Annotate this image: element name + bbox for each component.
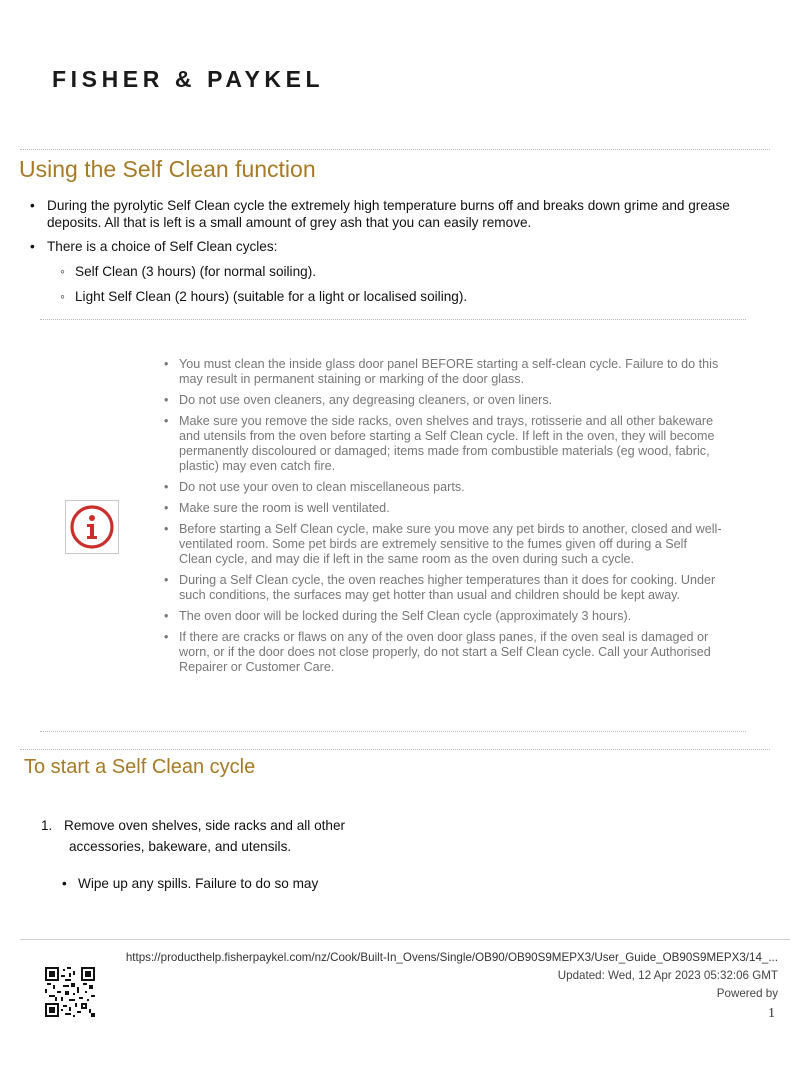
divider-notice-top xyxy=(40,319,746,320)
list-item: ◦ Light Self Clean (2 hours) (suitable for a light or localised soiling). xyxy=(47,288,760,305)
list-item: • Do not use oven cleaners, any degreasing cleaners, or oven liners. xyxy=(163,393,723,408)
step-number: 1. xyxy=(41,818,53,833)
footer-powered-by: Powered by xyxy=(716,987,778,1000)
info-icon xyxy=(66,501,118,553)
self-clean-bullet-list xyxy=(20,197,760,313)
step-text-line1: Remove oven shelves, side racks and all other xyxy=(64,818,346,833)
safety-notes-list xyxy=(163,357,723,681)
divider-top xyxy=(20,149,770,150)
list-item: • If there are cracks or flaws on any of the oven door glass panes, if the oven seal is damaged or worn, or if the door does not close properly, do not start a Self Clean cycle. Call your Authorised Repairer or Customer Care. xyxy=(163,630,723,675)
list-item: • The oven door will be locked during the Self Clean cycle (approximately 3 hours). xyxy=(163,609,723,624)
step-text-line2: accessories, bakeware, and utensils. xyxy=(69,839,292,854)
info-notice-box xyxy=(65,500,119,554)
section-title-self-clean: Using the Self Clean function xyxy=(19,156,316,182)
footer-divider xyxy=(20,939,790,940)
step-sub-bullet-marker: • xyxy=(62,876,67,891)
brand-logo: FISHER & PAYKEL xyxy=(52,66,325,92)
page-number: 1 xyxy=(768,1006,775,1021)
list-item: • Make sure you remove the side racks, oven shelves and trays, rotisserie and all other bakeware and utensils from the oven before starting a Self Clean cycle. If left in the oven, they will become permanently discoloured or damaged; items made from combustible materials (eg wood, fabric, plastic) may even catch fire. xyxy=(163,414,723,474)
list-item: • During the pyrolytic Self Clean cycle the extremely high temperature burns off and breaks down grime and grease deposits. All that is left is a small amount of grey ash that you can easily remove. xyxy=(20,197,760,231)
divider-notice-bottom xyxy=(40,731,746,732)
list-item: • Make sure the room is well ventilated. xyxy=(163,501,723,516)
qr-code-icon xyxy=(45,967,95,1017)
list-item: • Before starting a Self Clean cycle, make sure you move any pet birds to another, closed and well-ventilated room. Some pet birds are extremely sensitive to the fumes given off during a Self Clean cycle, and may die if left in the same room as the oven during such a cycle. xyxy=(163,522,723,567)
list-item: • You must clean the inside glass door panel BEFORE starting a self-clean cycle. Failure to do this may result in permanent staining or marking of the door glass. xyxy=(163,357,723,387)
cycle-choice-list xyxy=(47,263,760,305)
section-title-start-cycle: To start a Self Clean cycle xyxy=(24,756,256,778)
list-item: • There is a choice of Self Clean cycles: ◦ Self Clean (3 hours) (for normal soiling). ◦ Light Self Clean (2 hours) (suitable for a light or localised soiling). xyxy=(20,238,760,305)
footer-url-link[interactable]: https://producthelp.fisherpaykel.com/nz/Cook/Built-In_Ovens/Single/OB90/OB90S9MEPX3/User_Guide_OB90S9MEPX3/14_... xyxy=(125,951,778,964)
footer-updated-date: Updated: Wed, 12 Apr 2023 05:32:06 GMT xyxy=(557,969,778,982)
list-item: • During a Self Clean cycle, the oven reaches higher temperatures than it does for cooking. Under such conditions, the surfaces may get hotter than usual and children should be kept away. xyxy=(163,573,723,603)
step-sub-bullet: Wipe up any spills. Failure to do so may xyxy=(78,876,319,891)
list-item: ◦ Self Clean (3 hours) (for normal soiling). xyxy=(47,263,760,280)
list-item: • Do not use your oven to clean miscellaneous parts. xyxy=(163,480,723,495)
divider-section2 xyxy=(20,749,770,750)
